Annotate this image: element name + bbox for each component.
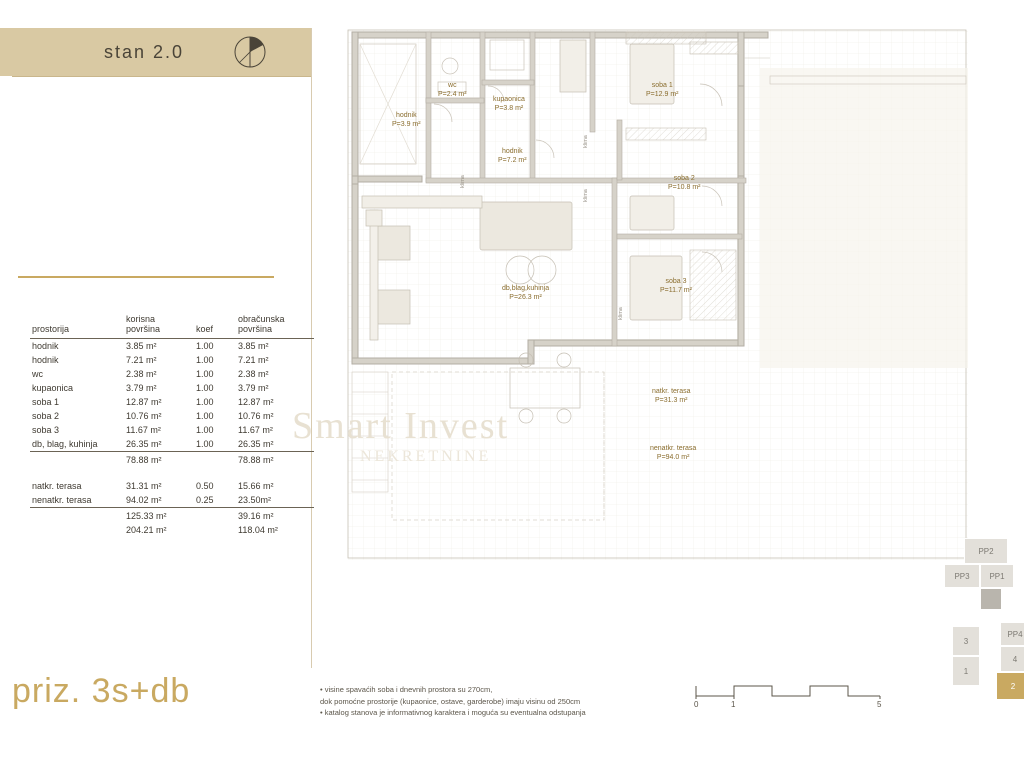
annotation-klima-3: klima (583, 189, 589, 202)
keymap-cell-3[interactable]: 3 (952, 626, 980, 656)
room-label-natkrivena-terasa (652, 388, 691, 406)
building-keymap (944, 538, 1023, 708)
compass-north-icon (230, 32, 270, 72)
watermark-subtext: NEKRETNINE (360, 448, 492, 465)
cell-room: natkr. terasa (32, 480, 82, 491)
cell-subtotal-billed: 78.88 m² (236, 451, 314, 467)
annotation-klima-1: klima (460, 175, 466, 188)
cell-billed: 15.66 m² (238, 480, 274, 491)
room-area: P=3.9 m² (392, 120, 421, 128)
notes-block (320, 684, 650, 719)
cell-useful: 94.02 m² (126, 494, 162, 505)
room-area: P=2.4 m² (438, 90, 467, 98)
room-area: P=31.3 m² (655, 396, 688, 404)
room-name: hodnik (501, 148, 523, 155)
table-row (30, 423, 314, 437)
table-row (30, 381, 314, 395)
annotation-klima-2: klima (583, 135, 589, 148)
scale-tick-0: 0 (694, 700, 699, 709)
keymap-cell-pp2[interactable]: PP2 (964, 538, 1008, 564)
room-name: db,blag,kuhinja (502, 285, 550, 292)
cell-useful: 2.38 m² (126, 368, 157, 379)
cell-empty (194, 507, 236, 523)
cell-room: hodnik (32, 340, 59, 351)
room-name: soba 2 (673, 175, 695, 182)
room-name: hodnik (395, 112, 417, 119)
cell-useful: 3.85 m² (126, 340, 157, 351)
cell-room: soba 1 (32, 396, 60, 407)
cell-billed: 10.76 m² (238, 410, 274, 421)
cell-room: kupaonica (32, 382, 74, 393)
cell-coef: 0.50 (196, 480, 214, 491)
cell-empty (194, 523, 236, 537)
table-header-row (30, 312, 314, 338)
cell-useful: 12.87 m² (126, 396, 162, 407)
room-name: wc (448, 82, 457, 89)
room-area: P=94.0 m² (656, 453, 690, 461)
room-area: P=3.8 m² (494, 104, 524, 112)
cell-coef: 1.00 (196, 438, 214, 449)
cell-coef: 1.00 (196, 410, 214, 421)
cell-useful: 26.35 m² (126, 438, 162, 449)
cell-empty (30, 507, 124, 523)
cell-coef: 1.00 (196, 396, 214, 407)
cell-billed: 11.67 m² (238, 424, 273, 435)
table-row (30, 338, 314, 353)
cell-total-useful: 204.21 m² (126, 524, 167, 535)
room-label-soba-2 (668, 175, 701, 193)
room-area: P=26.3 m² (509, 293, 542, 301)
col-header-room: prostorija (30, 312, 124, 338)
plan-type-title: priz. 3s+db (12, 672, 191, 710)
table-row (30, 409, 314, 423)
table-subtotal-row-1 (30, 451, 314, 467)
col-header-useful: korisna površina (124, 312, 194, 338)
cell-billed: 3.85 m² (238, 340, 269, 351)
table-row (30, 493, 314, 508)
room-name: kupaonica (493, 96, 525, 103)
room-area: P=7.2 m² (498, 156, 527, 164)
room-label-hodnik-2 (498, 148, 527, 166)
scale-tick-5: 5 (877, 700, 882, 709)
table-row (30, 479, 314, 493)
cell-useful: 7.21 m² (126, 354, 157, 365)
cell-subtotal-useful: 78.88 m² (124, 451, 194, 467)
cell-coef: 1.00 (196, 368, 214, 379)
cell-useful: 11.67 m² (126, 424, 161, 435)
note-line-2: dok pomoćne prostorije (kupaonice, ostave, garderobe) imaju visinu od 250cm (320, 696, 581, 706)
room-label-wc (438, 82, 467, 100)
table-spacer (30, 467, 314, 479)
room-label-nenatkrivena-terasa (650, 445, 696, 463)
table-row (30, 437, 314, 452)
cell-empty (30, 523, 124, 537)
cell-room: soba 3 (32, 424, 60, 435)
cell-subtotal-useful: 125.33 m² (124, 507, 194, 523)
cell-coef: 0.25 (196, 494, 214, 505)
room-label-hodnik-1 (392, 112, 421, 130)
cell-coef: 1.00 (196, 424, 214, 435)
keymap-cell-1[interactable]: 1 (952, 656, 980, 686)
cell-room: soba 2 (32, 410, 60, 421)
cell-billed: 3.79 m² (238, 382, 269, 393)
cell-room: hodnik (32, 354, 59, 365)
room-name: soba 3 (665, 278, 687, 285)
cell-room: wc (32, 368, 43, 379)
room-label-dnevni-boravak (502, 285, 549, 303)
page-title: stan 2.0 (104, 42, 185, 62)
scale-bar (694, 684, 884, 710)
room-label-soba-3 (660, 278, 692, 296)
cell-room: nenatkr. terasa (32, 494, 92, 505)
floor-plan (330, 20, 990, 560)
watermark-text: Smart Invest (292, 405, 510, 447)
room-name: nenatkr. terasa (650, 445, 697, 452)
note-line-1: • visine spavaćih soba i dnevnih prostora su 270cm, (320, 685, 493, 694)
cell-coef: 1.00 (196, 340, 214, 351)
col-header-billed: obračunska površina (236, 312, 314, 338)
room-area: P=10.8 m² (668, 183, 701, 191)
cell-coef: 1.00 (196, 354, 214, 365)
cell-useful: 10.76 m² (126, 410, 162, 421)
keymap-cell-core (980, 588, 1002, 610)
cell-useful: 3.79 m² (126, 382, 157, 393)
cell-billed: 26.35 m² (238, 438, 274, 449)
cell-empty (30, 451, 124, 467)
keymap-cell-2-active[interactable]: 2 (996, 672, 1024, 700)
cell-billed: 7.21 m² (238, 354, 269, 365)
table-row (30, 395, 314, 409)
room-name: natkr. terasa (652, 388, 691, 395)
room-area: P=12.9 m² (646, 90, 679, 98)
keymap-cell-4[interactable]: 4 (1000, 646, 1024, 672)
cell-room: db, blag, kuhinja (32, 438, 98, 449)
annotation-klima-4: klima (618, 307, 624, 320)
scale-tick-1: 1 (731, 700, 736, 709)
keymap-cell-pp3[interactable]: PP3 (944, 564, 980, 588)
table-row (30, 353, 314, 367)
table-row (30, 367, 314, 381)
cell-empty (194, 451, 236, 467)
cell-billed: 12.87 m² (238, 396, 274, 407)
cell-billed: 23.50m² (238, 494, 272, 505)
room-label-kupaonica (493, 96, 525, 114)
cell-billed: 2.38 m² (238, 368, 269, 379)
keymap-cell-pp4[interactable]: PP4 (1000, 622, 1024, 646)
table-subtotal-row-2 (30, 507, 314, 523)
cell-subtotal-billed: 39.16 m² (236, 507, 314, 523)
cell-useful: 31.31 m² (126, 480, 162, 491)
area-table (30, 312, 314, 537)
room-area: P=11.7 m² (660, 286, 692, 294)
room-label-soba-1 (646, 82, 679, 100)
note-line-3: • katalog stanova je informativnog karaktera i moguća su eventualna odstupanja (320, 708, 586, 718)
keymap-cell-pp1[interactable]: PP1 (980, 564, 1014, 588)
cell-total-billed: 118.04 m² (238, 524, 278, 535)
table-total-row (30, 523, 314, 537)
header-divider (12, 76, 312, 77)
cell-coef: 1.00 (196, 382, 214, 393)
table-top-rule (18, 276, 274, 278)
room-name: soba 1 (651, 82, 673, 89)
col-header-coef: koef (194, 312, 236, 338)
